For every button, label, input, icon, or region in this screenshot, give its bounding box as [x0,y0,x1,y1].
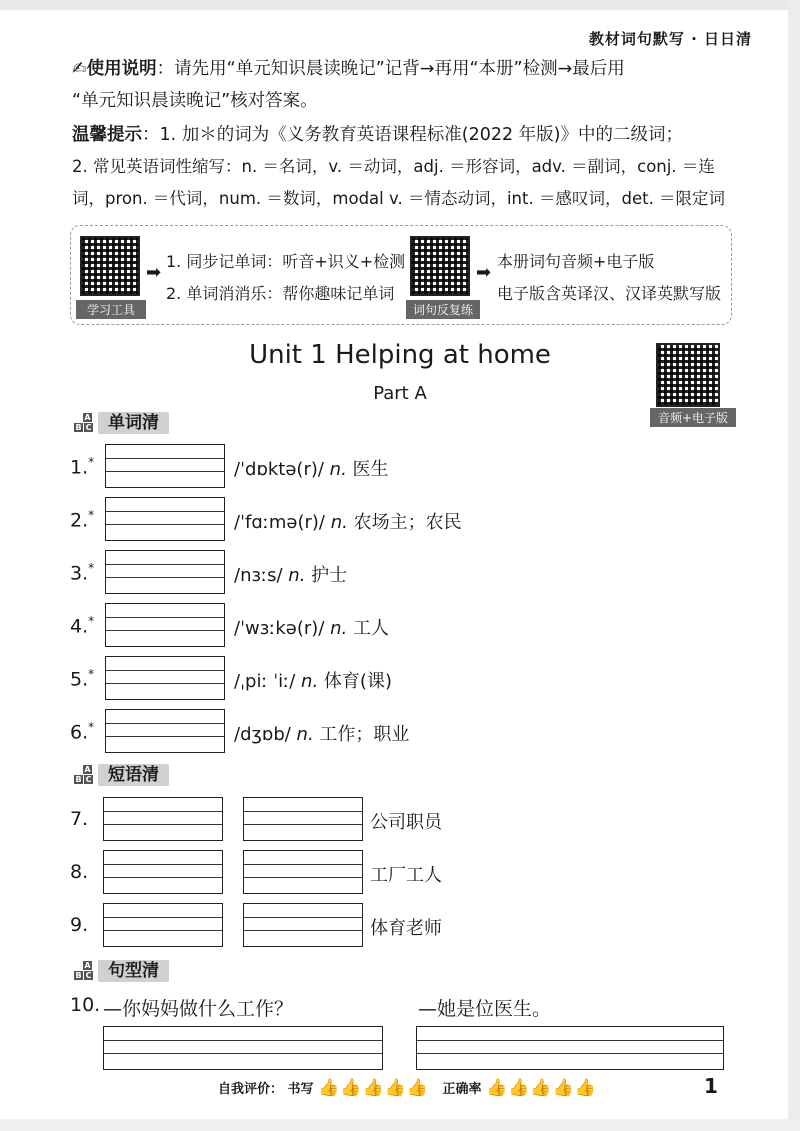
qr1-label: 学习工具 [76,300,146,319]
sentence-num: 10. [70,994,101,1016]
pencil-icon: ✍ [72,59,87,79]
phrase-answer-box-2[interactable] [243,903,363,947]
self-eval-label: 自我评价： [218,1082,284,1097]
tip-label: 温馨提示 [72,125,142,145]
usage-text-1: ：请先用“单元知识晨读晚记”记背→再用“本册”检测→最后用 [156,59,625,79]
thumbs-up-icon[interactable]: 👍 [340,1078,362,1098]
feature-2: 2. 单词消消乐：帮你趣味记单词 [166,284,395,303]
abc-icon: A B C [75,413,92,432]
tip-text-1: ：1. 加＊的词为《义务教育英语课程标准(2022 年版)》中的二级词； [142,125,684,145]
word-num: 6.* [70,720,95,744]
header-title: 教材词句默写 · 日日清 [588,30,752,48]
phrase-meaning: 公司职员 [370,812,442,833]
word-answer-box[interactable] [105,550,225,594]
thumbs-up-icon[interactable]: 👍 [362,1078,384,1098]
word-definition: /ˌpiː ˈiː/ n. 体育(课) [234,671,392,692]
sentence-answer: —她是位医生。 [418,998,552,1020]
sentence-question: —你妈妈做什么工作？ [103,998,294,1020]
feature-3: 本册词句音频+电子版 [497,252,655,271]
section-sentences-label: 句型清 [98,960,169,982]
writing-label: 书写 [287,1082,314,1097]
thumbs-up-icon[interactable]: 👍 [384,1078,406,1098]
word-answer-box[interactable] [105,709,225,753]
arrow-right-icon: ➡ [476,262,492,283]
sentence-answer-box-1[interactable] [103,1026,383,1070]
word-definition: /dʒɒb/ n. 工作；职业 [234,724,410,745]
thumbs-up-icon[interactable]: 👍 [530,1078,552,1098]
abc-icon: A B C [75,961,92,980]
arrow-right-icon: ➡ [146,262,162,283]
tip-line-1 [72,120,683,150]
qr2-label: 词句反复练 [406,300,480,319]
thumbs-up-icon[interactable]: 👍 [406,1078,428,1098]
thumbs-up-icon[interactable]: 👍 [574,1078,596,1098]
section-sentences [74,960,169,982]
phrase-answer-box-1[interactable] [103,850,223,894]
thumbs-up-icon[interactable]: 👍 [318,1078,340,1098]
thumbs-up-icon[interactable]: 👍 [486,1078,508,1098]
phrase-answer-box-2[interactable] [243,797,363,841]
feature-1: 1. 同步记单词：听音+识义+检测 [166,252,406,271]
phrase-answer-box-1[interactable] [103,797,223,841]
page-edge-bottom [0,1119,800,1131]
word-num: 4.* [70,614,95,638]
word-definition: /ˈfɑːmə(r)/ n. 农场主；农民 [234,512,462,533]
word-definition: /nɜːs/ n. 护士 [234,565,348,586]
section-phrases-label: 短语清 [98,764,169,786]
usage-line-2: “单元知识晨读晚记”核对答案。 [72,91,318,111]
writing-rating[interactable] [318,1078,429,1098]
abc-icon: A B C [75,765,92,784]
qr-code-audio[interactable] [656,343,720,407]
tip-line-3: 词，pron. ＝代词，num. ＝数词，modal v. ＝情态动词，int. ＝感叹词，det. ＝限定词 [72,189,726,208]
accuracy-rating[interactable] [486,1078,597,1098]
sentence-answer-box-2[interactable] [416,1026,724,1070]
section-words-label: 单词清 [98,412,169,434]
qr-code-practice[interactable] [410,236,470,296]
self-evaluation [218,1078,597,1098]
qr3-label: 音频+电子版 [650,408,736,427]
word-num: 5.* [70,667,95,691]
phrase-num: 7. [70,808,89,830]
phrase-meaning: 体育老师 [370,918,442,939]
phrase-answer-box-2[interactable] [243,850,363,894]
phrase-meaning: 工厂工人 [370,865,442,886]
phrase-num: 9. [70,914,89,936]
word-num: 3.* [70,561,95,585]
thumbs-up-icon[interactable]: 👍 [552,1078,574,1098]
qr-code-study-tools[interactable] [80,236,140,296]
usage-label: 使用说明 [86,59,157,79]
feature-4: 电子版含英译汉、汉译英默写版 [497,284,722,303]
word-definition: /ˈdɒktə(r)/ n. 医生 [234,459,389,480]
word-num: 1.* [70,455,95,479]
phrase-answer-box-1[interactable] [103,903,223,947]
accuracy-label: 正确率 [442,1082,482,1097]
section-phrases [74,764,169,786]
tip-line-2: 2. 常见英语词性缩写：n. ＝名词，v. ＝动词，adj. ＝形容词，adv. ＝副词，conj. ＝连 [72,157,715,176]
word-num: 2.* [70,508,95,532]
page-number: 1 [704,1074,718,1098]
page-edge-right [788,0,800,1131]
part-title: Part A [373,383,427,404]
page-edge-top [0,0,800,10]
word-answer-box[interactable] [105,656,225,700]
phrase-num: 8. [70,861,89,883]
section-words [74,412,169,434]
word-answer-box[interactable] [105,603,225,647]
word-definition: /ˈwɜːkə(r)/ n. 工人 [234,618,389,639]
thumbs-up-icon[interactable]: 👍 [508,1078,530,1098]
usage-line-1 [72,54,625,84]
unit-title: Unit 1 Helping at home [249,340,551,370]
word-answer-box[interactable] [105,444,225,488]
word-answer-box[interactable] [105,497,225,541]
